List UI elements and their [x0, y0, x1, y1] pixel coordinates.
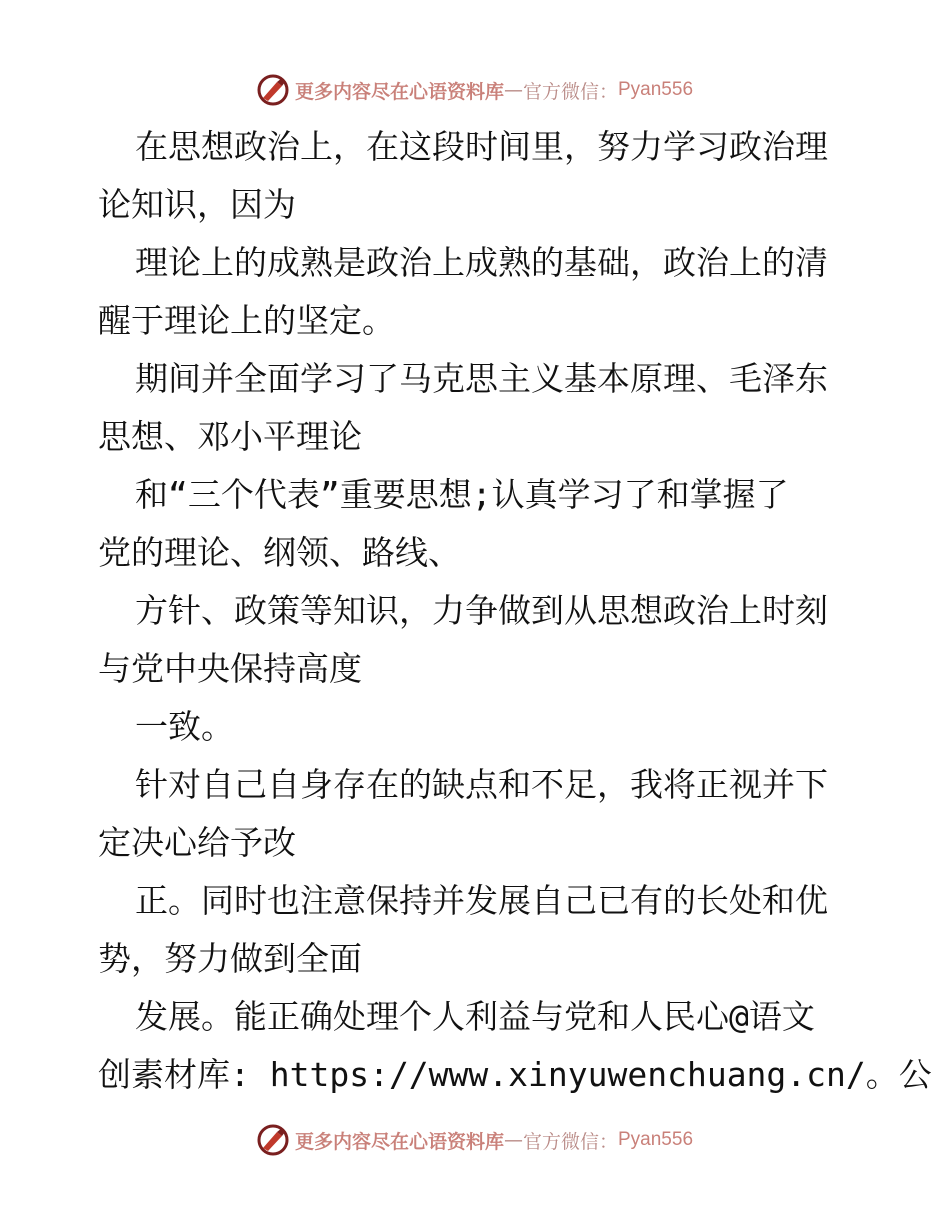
paragraph-line: 一致。 [135, 707, 234, 746]
header-banner [0, 70, 950, 110]
paragraph-line: 醒于理论上的坚定。 [98, 301, 395, 340]
paragraph-line: 方针、政策等知识，力争做到从思想政治上时刻 [135, 591, 828, 630]
footer-separator: — [503, 1129, 523, 1151]
logo-icon [257, 1124, 289, 1156]
paragraph-line: 创素材库: https://www.xinyuwenchuang.cn/。公 [98, 1055, 932, 1094]
header-contact-id: Pyan556 [618, 79, 694, 100]
logo-icon [257, 74, 289, 106]
paragraph-line: 势，努力做到全面 [98, 939, 362, 978]
paragraph-line: 论知识，因为 [98, 185, 296, 224]
footer-banner-text: 更多内容尽在心语资料库 [294, 1130, 504, 1153]
paragraph-line: 在思想政治上，在这段时间里，努力学习政治理 [135, 127, 828, 166]
header-banner-text: 更多内容尽在心语资料库 [294, 80, 504, 103]
paragraph-line: 与党中央保持高度 [98, 649, 362, 688]
footer-contact-id: Pyan556 [618, 1129, 694, 1150]
paragraph-line: 党的理论、纲领、路线、 [98, 533, 461, 572]
paragraph-line: 发展。能正确处理个人利益与党和人民心@语文 [135, 997, 815, 1036]
paragraph-line: 期间并全面学习了马克思主义基本原理、毛泽东 [135, 359, 828, 398]
document-body [98, 118, 932, 1104]
paragraph-line: 正。同时也注意保持并发展自己已有的长处和优 [135, 881, 828, 920]
header-contact-label: 官方微信： [522, 80, 618, 103]
footer-banner [0, 1120, 950, 1160]
paragraph-line: 理论上的成熟是政治上成熟的基础，政治上的清 [135, 243, 828, 282]
paragraph-line: 思想、邓小平理论 [98, 417, 362, 456]
paragraph-line: 定决心给予改 [98, 823, 296, 862]
footer-contact-label: 官方微信： [522, 1130, 618, 1153]
paragraph-line: 和“三个代表”重要思想;认真学习了和掌握了 [135, 475, 789, 514]
paragraph-line: 针对自己自身存在的缺点和不足，我将正视并下 [135, 765, 828, 804]
header-separator: — [503, 79, 523, 101]
